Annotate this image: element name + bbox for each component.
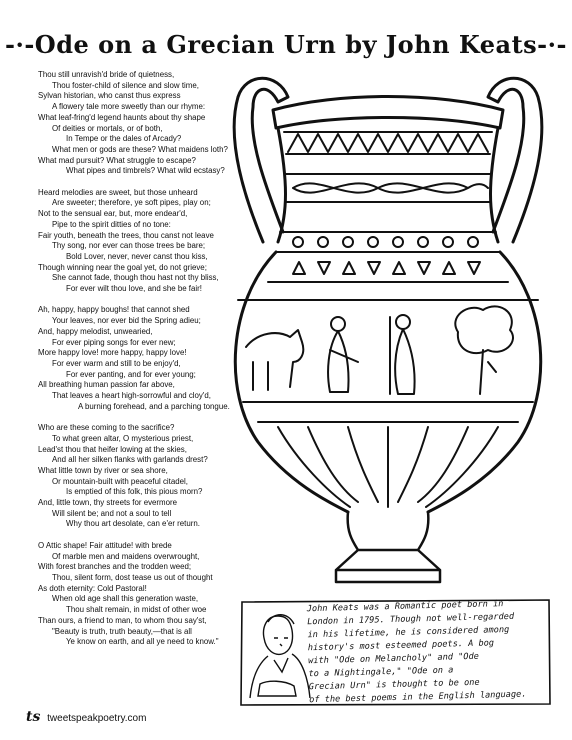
poem-line: Or mountain-built with peaceful citadel, <box>52 476 188 486</box>
bio-line: to a Nightingale," "Ode on a <box>308 665 454 680</box>
poem-line: Heard melodies are sweet, but those unheard <box>38 187 198 197</box>
poem-line: What mad pursuit? What struggle to escape? <box>38 155 196 165</box>
poem-line: That leaves a heart high-sorrowful and cloy'd, <box>52 391 211 401</box>
poem-line: Will silent be; and not a soul to tell <box>52 508 172 518</box>
poem-line: All breathing human passion far above, <box>38 380 175 390</box>
poem-line: Ye know on earth, and all ye need to know." <box>66 637 219 647</box>
poem-line: Pipe to the spirit ditties of no tone: <box>52 219 171 229</box>
poem-line: For ever wilt thou love, and she be fair! <box>66 284 202 294</box>
footer <box>26 709 146 725</box>
poem-line: And, little town, thy streets for evermore <box>38 498 178 508</box>
bio-line: history's most esteemed poets. A bog <box>307 638 495 654</box>
poem-line: Thou foster-child of silence and slow time, <box>52 80 199 90</box>
bio-line: of the best poems in the English language. <box>309 689 527 706</box>
circle-pattern <box>293 237 478 247</box>
braid-pattern <box>293 183 488 192</box>
poem-line: Ah, happy, happy boughs! that cannot shed <box>38 305 190 315</box>
urn-foot <box>336 512 440 582</box>
poem-line: A burning forehead, and a parching tongue. <box>78 401 230 411</box>
poem-line: In Tempe or the dales of Arcady? <box>66 134 182 144</box>
poem-line: With forest branches and the trodden weed; <box>38 562 192 572</box>
poem-line: Though winning near the goal yet, do not grieve; <box>38 262 207 272</box>
tree-figure <box>455 306 513 394</box>
urn-rim <box>273 97 503 129</box>
zigzag-pattern <box>288 134 488 152</box>
poem-line: As doth eternity: Cold Pastoral! <box>38 583 147 593</box>
bio-line: Grecian Urn" is thought to be one <box>308 677 480 693</box>
keats-portrait <box>250 615 310 698</box>
maiden-figure <box>328 317 358 392</box>
bio-line: with "Ode on Melancholy" and "Ode <box>308 651 480 667</box>
poem-line: And, happy melodist, unwearied, <box>38 326 153 336</box>
poem-line: Lead'st thou that heifer lowing at the skies, <box>38 444 187 454</box>
priest-figure <box>390 315 415 394</box>
poem-line: Of marble men and maidens overwrought, <box>52 551 200 561</box>
poem-line: Are sweeter; therefore, ye soft pipes, play on; <box>52 198 211 208</box>
poem-line: And all her silken flanks with garlands drest? <box>52 455 208 465</box>
poem-line: "Beauty is truth, truth beauty,—that is all <box>52 626 192 636</box>
poem-line: Thou shalt remain, in midst of other woe <box>66 605 207 615</box>
poem-line: For ever warm and still to be enjoy'd, <box>52 358 181 368</box>
poem-line: For ever panting, and for ever young; <box>66 369 196 379</box>
poem-line: A flowery tale more sweetly than our rhyme: <box>52 102 206 112</box>
poem-line: Than ours, a friend to man, to whom thou say'st, <box>38 615 207 625</box>
poem-line: Thou, silent form, dost tease us out of thought <box>52 572 213 582</box>
cow-figure <box>246 330 303 390</box>
page-title: -·-Ode on a Grecian Urn by John Keats-·- <box>5 30 567 59</box>
poem-line: Of deities or mortals, or of both, <box>52 123 163 133</box>
bio-line: London in 1795. Though not well-regarded <box>307 611 515 628</box>
triangle-pattern <box>293 262 480 274</box>
poem-line: Thou still unravish'd bride of quietness, <box>38 70 175 79</box>
poem-line: Your leaves, nor ever bid the Spring adieu; <box>52 316 201 326</box>
left-handle <box>234 78 288 242</box>
grecian-urn-illustration <box>218 62 558 622</box>
poem-line: Bold Lover, never, never canst thou kiss, <box>66 251 208 261</box>
poem-line: Thy song, nor ever can those trees be bare; <box>52 241 206 251</box>
poem-line: Sylvan historian, who canst thus express <box>38 91 181 101</box>
bio-line: in his lifetime, he is considered among <box>307 624 510 641</box>
site-link[interactable]: tweetspeakpoetry.com <box>47 713 147 724</box>
poem-line: More happy love! more happy, happy love! <box>38 348 187 358</box>
petal-pattern <box>278 427 498 507</box>
poem-line: When old age shall this generation waste, <box>52 594 199 604</box>
poem-line: What men or gods are these? What maidens loth? <box>52 144 228 154</box>
poem-line: What little town by river or sea shore, <box>38 465 168 475</box>
poem-line: Is emptied of this folk, this pious morn? <box>66 487 203 497</box>
right-handle <box>488 78 542 242</box>
poem-line: For ever piping songs for ever new; <box>52 337 176 347</box>
poem-line: What pipes and timbrels? What wild ecstasy? <box>66 166 225 176</box>
poem-line: O Attic shape! Fair attitude! with brede <box>38 540 172 550</box>
poem-line: What leaf-fring'd legend haunts about thy shape <box>38 112 206 122</box>
poem-line: She cannot fade, though thou hast not thy bliss, <box>52 273 219 283</box>
logo-mark: ts <box>26 709 41 725</box>
poem-line: Not to the sensual ear, but, more endear'd, <box>38 209 188 219</box>
bio-text <box>307 597 555 707</box>
poem-line: Why thou art desolate, can e'er return. <box>66 519 200 529</box>
poem-line: To what green altar, O mysterious priest, <box>52 433 194 443</box>
poem-line: Who are these coming to the sacrifice? <box>38 423 175 433</box>
poem-line: Fair youth, beneath the trees, thou canst not leave <box>38 230 214 240</box>
bio-line: John Keats was a Romantic poet born in <box>306 599 504 615</box>
